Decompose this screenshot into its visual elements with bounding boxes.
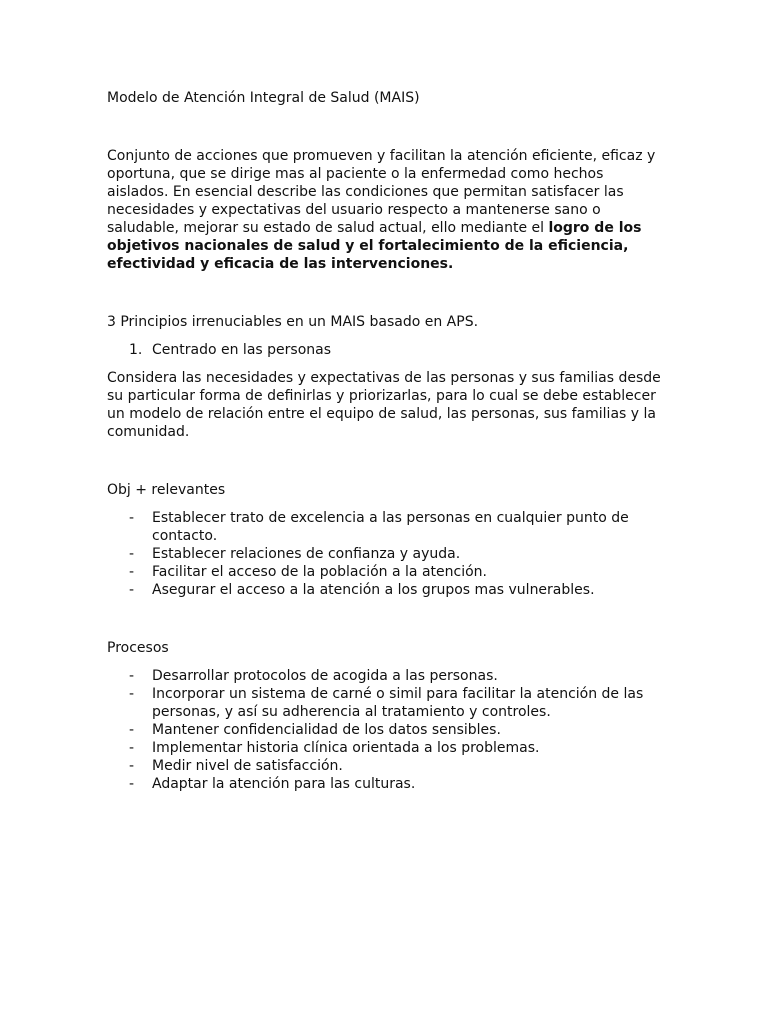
document-title: Modelo de Atención Integral de Salud (MAIS) xyxy=(107,90,420,106)
spacer xyxy=(107,107,667,147)
list-item xyxy=(107,545,667,563)
processes-list xyxy=(107,667,667,793)
spacer xyxy=(107,359,667,369)
spacer xyxy=(107,331,667,341)
principle-label: Centrado en las personas xyxy=(152,342,331,358)
list-item xyxy=(107,775,667,793)
objective-text: Asegurar el acceso a la atención a los grupos mas vulnerables. xyxy=(152,582,595,598)
principle-number: 1. xyxy=(129,342,143,358)
dash-bullet: - xyxy=(129,776,135,792)
document-page xyxy=(107,89,667,793)
list-item xyxy=(107,757,667,775)
list-item xyxy=(107,721,667,739)
process-text: Medir nivel de satisfacción. xyxy=(152,758,343,774)
dash-bullet: - xyxy=(129,686,135,702)
intro-bold-text: logro de los objetivos nacionales de salud y el fortalecimiento de la eficiencia, efectividad y eficacia de las intervenciones. xyxy=(107,220,642,272)
list-item xyxy=(107,581,667,599)
intro-text: Conjunto de acciones que promueven y facilitan la atención eficiente, eficaz y oportuna, que se dirige mas al paciente o la enfermedad como hechos aislados. En esencial describe las condiciones que permitan satisfacer las necesidades y expectativas del usuario respecto a mantenerse sano o saludable, mejorar su estado de salud actual, ello mediante el xyxy=(107,148,656,236)
principles-heading: 3 Principios irrenuciables en un MAIS basado en APS. xyxy=(107,314,479,330)
dash-bullet: - xyxy=(129,564,135,580)
principle-item xyxy=(107,341,667,359)
list-item xyxy=(107,739,667,757)
objective-text: Establecer relaciones de confianza y ayuda. xyxy=(152,546,461,562)
principle-description: Considera las necesidades y expectativas de las personas y sus familias desde su particular forma de definirlas y priorizarlas, para lo cual se debe establecer un modelo de relación entre el equipo de salud, las personas, sus familias y la comunidad. xyxy=(107,370,661,440)
list-item xyxy=(107,685,667,721)
dash-bullet: - xyxy=(129,510,135,526)
objectives-list xyxy=(107,509,667,599)
dash-bullet: - xyxy=(129,546,135,562)
process-text: Implementar historia clínica orientada a los problemas. xyxy=(152,740,540,756)
spacer xyxy=(107,599,667,639)
process-text: Mantener confidencialidad de los datos sensibles. xyxy=(152,722,501,738)
process-text: Desarrollar protocolos de acogida a las personas. xyxy=(152,668,498,684)
spacer xyxy=(107,499,667,509)
dash-bullet: - xyxy=(129,740,135,756)
spacer xyxy=(107,657,667,667)
dash-bullet: - xyxy=(129,582,135,598)
objective-text: Facilitar el acceso de la población a la atención. xyxy=(152,564,487,580)
processes-heading: Procesos xyxy=(107,640,169,656)
list-item xyxy=(107,667,667,685)
spacer xyxy=(107,441,667,481)
dash-bullet: - xyxy=(129,758,135,774)
dash-bullet: - xyxy=(129,668,135,684)
process-text: Incorporar un sistema de carné o simil para facilitar la atención de las personas, y así su adherencia al tratamiento y controles. xyxy=(152,686,644,720)
list-item xyxy=(107,563,667,581)
process-text: Adaptar la atención para las culturas. xyxy=(152,776,416,792)
objective-text: Establecer trato de excelencia a las personas en cualquier punto de contacto. xyxy=(152,510,629,544)
list-item xyxy=(107,509,667,545)
intro-paragraph xyxy=(107,147,667,273)
dash-bullet: - xyxy=(129,722,135,738)
objectives-heading: Obj + relevantes xyxy=(107,482,226,498)
spacer xyxy=(107,273,667,313)
